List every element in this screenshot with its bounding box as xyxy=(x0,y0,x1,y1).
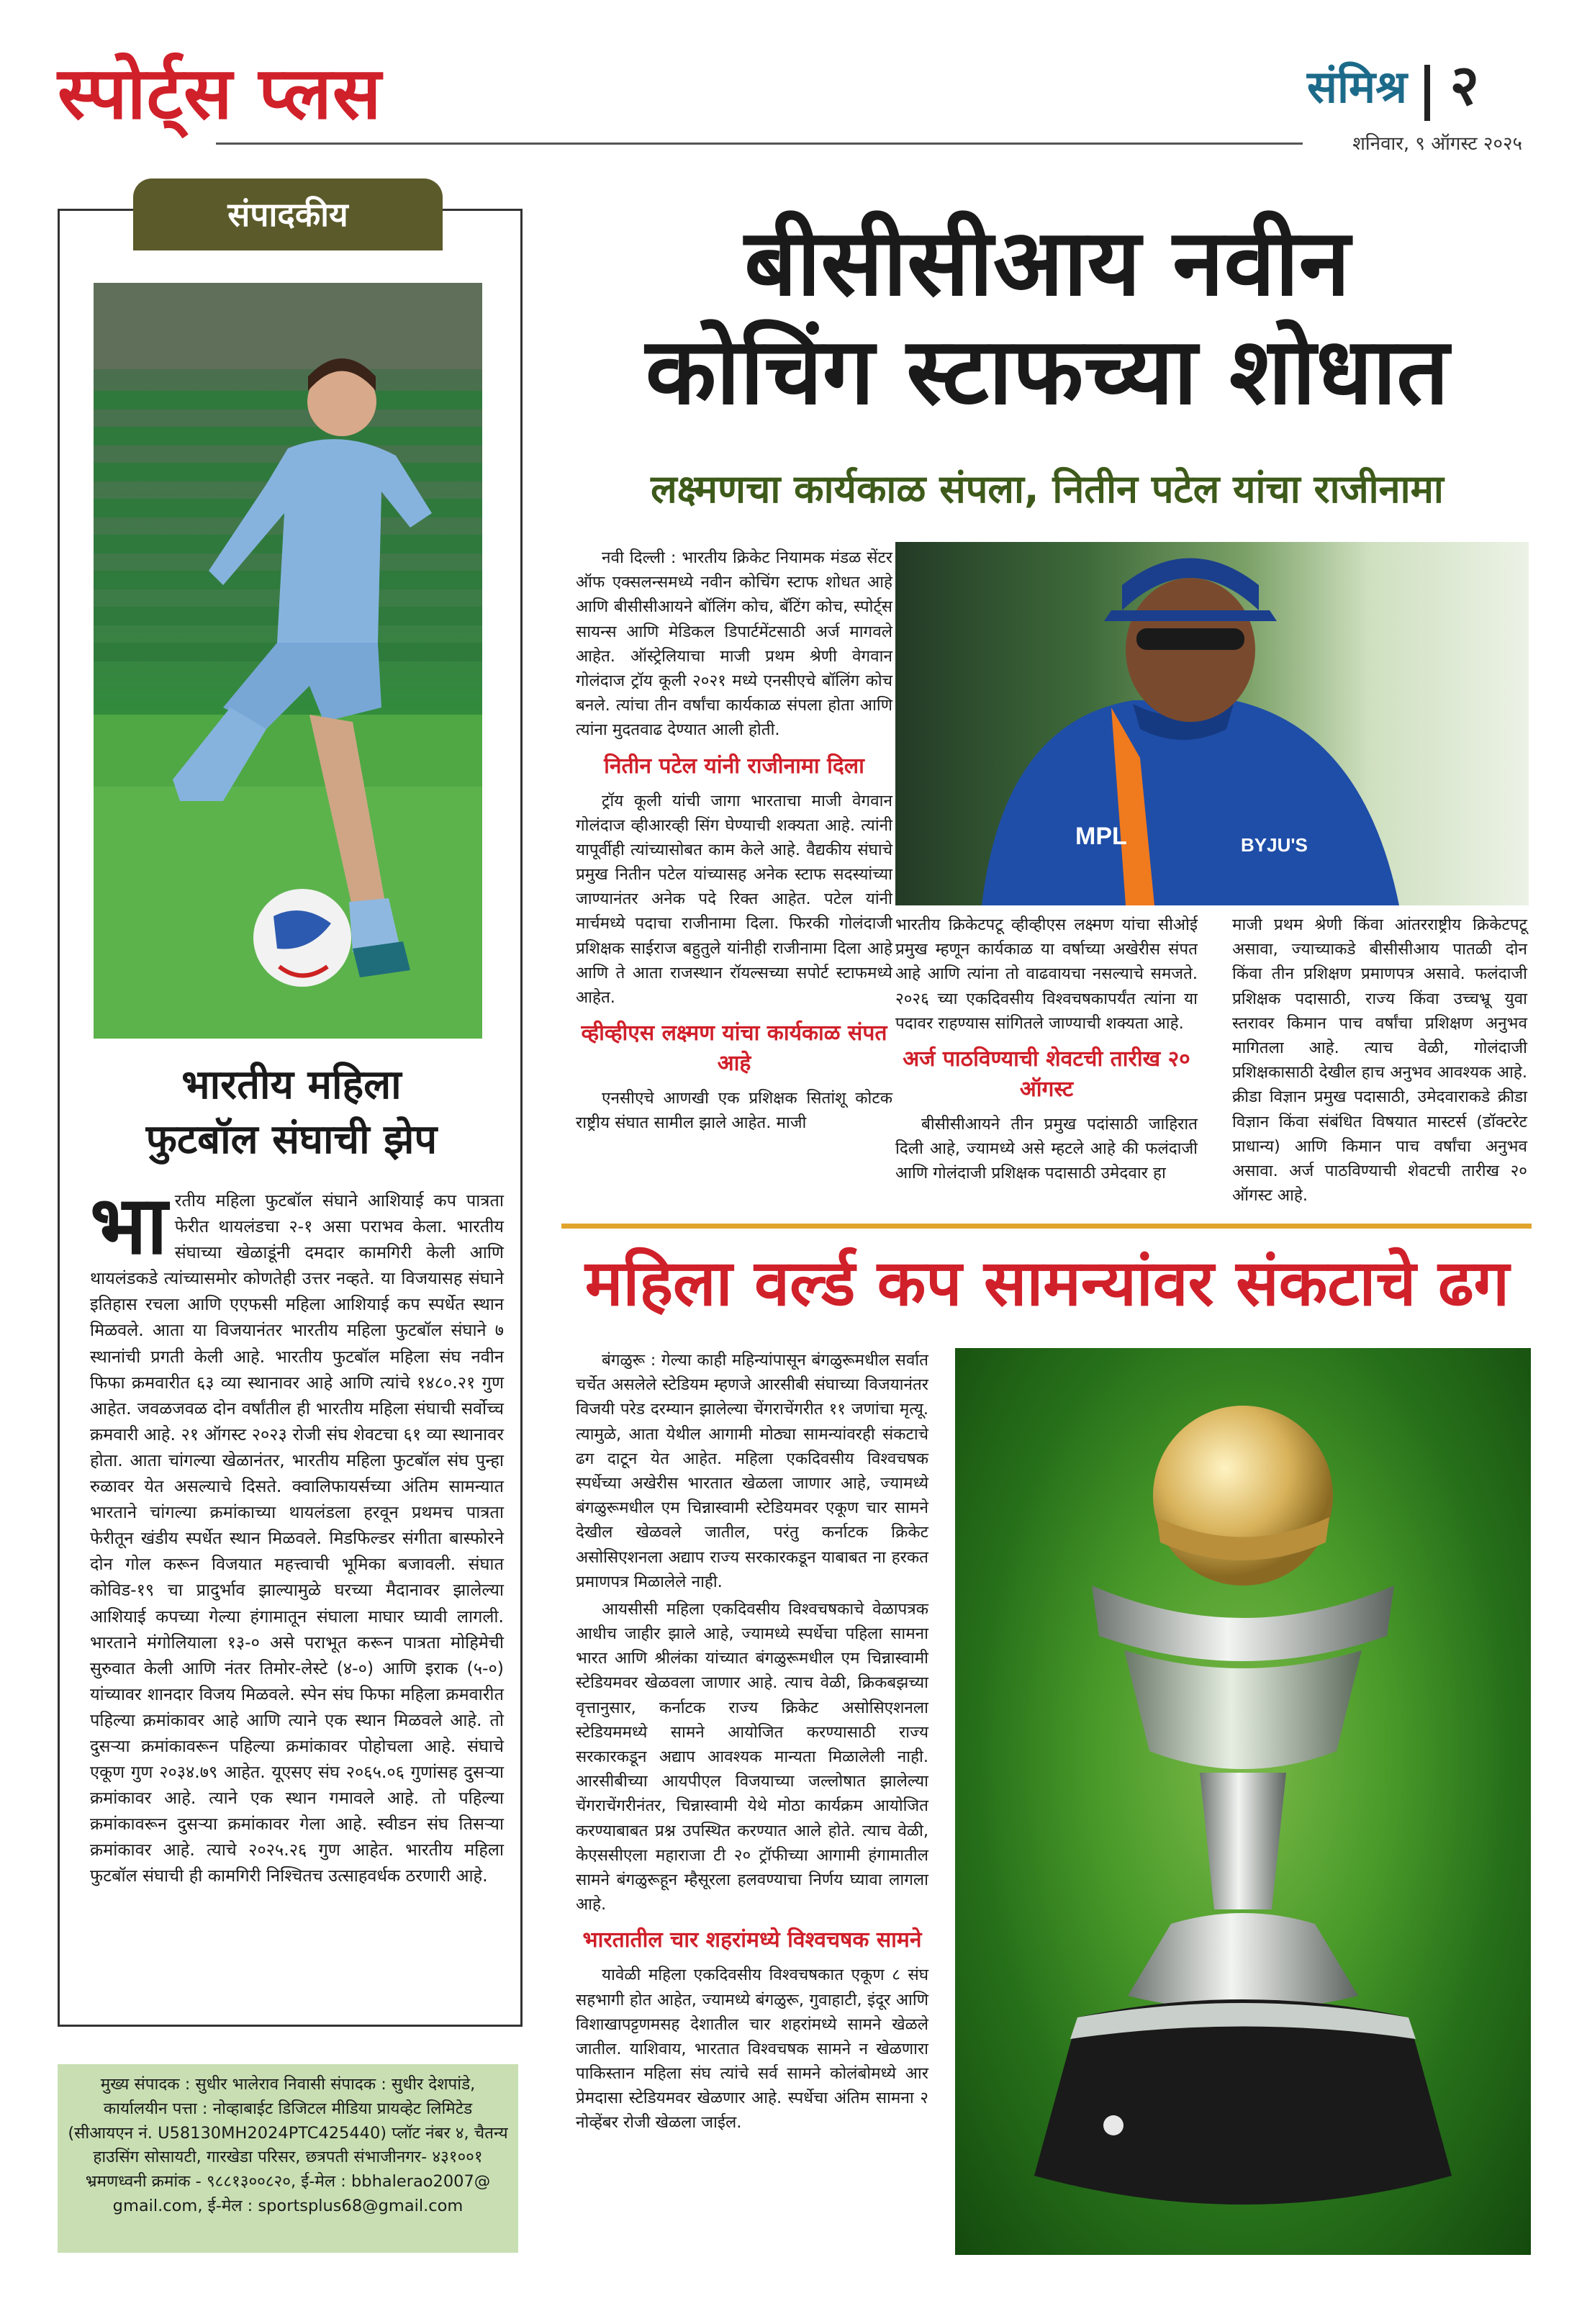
story1-headline-line2: कोचिंग स्टाफच्या शोधात xyxy=(645,318,1450,426)
imprint-line-contact: भ्रमणध्वनी क्रमांक - ९८८१३००८२०, ई-मेल : bbhalerao2007@ xyxy=(85,2172,491,2191)
editorial-body xyxy=(90,1179,504,1889)
story1-para-6: माजी प्रथम श्रेणी किंवा आंतरराष्ट्रीय क्रिकेटपटू असावा, ज्याच्याकडे बीसीसीआय पातळी दोन किंवा तीन प्रशिक्षण प्रमाणपत्र असावे. फलंदाजी प्रशिक्षक पदासाठी, राज्य किंवा उच्चभ्रू युवा स्तरावर किमान पाच वर्षांचा प्रशिक्षण अनुभव मागितला आहे. त्याच वेळी, गोलंदाजी प्रशिक्षकासाठी देखील हाच अनुभव आवश्यक आहे. क्रीडा विज्ञान प्रमुख पदासाठी, उमेदवाराकडे क्रीडा विज्ञान किंवा संबंधित विषयात मास्टर्स (डॉक्टरेट प्राधान्य) आणि किमान पाच वर्षांचा अनुभव असावा. अर्ज पाठविण्याची शेवटची तारीख २० ऑगस्ट आहे. xyxy=(1232,915,1527,1206)
imprint-text xyxy=(65,2073,511,2219)
story1-column-2 xyxy=(895,913,1198,1189)
editorial-tab: संपादकीय xyxy=(133,178,443,250)
coach-photo xyxy=(895,542,1529,905)
story1-subheadline: लक्ष्मणचा कार्यकाळ संपला, नितीन पटेल यांचा राजीनामा xyxy=(651,466,1444,512)
story2-column xyxy=(576,1348,928,2138)
footballer-illustration xyxy=(94,283,482,1039)
trophy-illustration xyxy=(955,1348,1531,2255)
story2-subhead-cities: भारतातील चार शहरांमध्ये विश्वचषक सामने xyxy=(582,1927,922,1953)
imprint-line-email: gmail.com, ई-मेल : sportsplus68@gmail.com xyxy=(112,2196,464,2215)
story1-headline xyxy=(547,209,1547,426)
story2-para-3: यावेळी महिला एकदिवसीय विश्वचषकात एकूण ८ संघ सहभागी होत आहेत, ज्यामध्ये बंगळुरू, गुवाहाटी, इंदूर आणि विशाखापट्टणमसह देशातील चार शहरांमध्ये सामने खेळले जातील. याशिवाय, भारतात विश्वचषक सामने न खेळणारा पाकिस्तान महिला संघ त्यांचे सर्व सामने कोलंबोमध्ये आर प्रेमदासा स्टेडियमवर खेळणार आहे. स्पर्धेचा अंतिम सामना २ नोव्हेंबर रोजी खेळला जाईल. xyxy=(576,1966,928,2133)
imprint-line-address-1: कार्यालयीन पत्ता : नोव्हाबाईट डिजिटल मीडिया प्रायव्हेट लिमिटेड xyxy=(103,2099,473,2118)
story2-para-1: बंगळुरू : गेल्या काही महिन्यांपासून बंगळुरूमधील सर्वात चर्चेत असलेले स्टेडियम म्हणजे आरसीबी संघाच्या विजयानंतर विजयी परेड दरम्यान झालेल्या चेंगराचेंगरीत ११ जणांचा मृत्यू. त्यामुळे, आता येथील आगामी मोठ्या सामन्यांवरही संकटाचे ढग दाटून येत आहेत. महिला एकदिवसीय विश्वचषक स्पर्धेच्या अखेरीस भारतात खेळला जाणार आहे, ज्यामध्ये बंगळुरूमधील एम चिन्नास्वामी स्टेडियमवर एकूण चार सामने देखील खेळवले जातील, परंतु कर्नाटक क्रिकेट असोसिएशनला अद्याप राज्य सरकारकडून याबाबत ना हरकत प्रमाणपत्र मिळालेले नाही. xyxy=(576,1351,928,1591)
story1-para-3: एनसीएचे आणखी एक प्रशिक्षक सितांशू कोटक राष्ट्रीय संघात सामील झाले आहेत. माजी xyxy=(576,1089,892,1133)
editorial-title-line2: फुटबॉल संघाची झेप xyxy=(145,1116,438,1163)
footballer-photo xyxy=(94,283,482,1039)
editorial-title-line1: भारतीय महिला xyxy=(181,1062,402,1108)
page-number: २ xyxy=(1450,53,1479,118)
imprint-line-editors: मुख्य संपादक : सुधीर भालेराव निवासी संपादक : सुधीर देशपांडे, xyxy=(100,2075,476,2094)
story1-column-3 xyxy=(1232,913,1527,1211)
masthead-title: स्पोर्ट्स प्लस xyxy=(58,51,382,135)
story1-para-2: ट्रॉय कूली यांची जागा भारताचा माजी वेगवान गोलंदाज व्हीआरव्ही सिंग घेण्याची शक्यता आहे. त्यांनी यापूर्वीही त्यांच्यासोबत काम केले आहे. वैद्यकीय संघाचे प्रमुख नितीन पटेल यांच्यासह अनेक स्टाफ सदस्यांच्या जाण्यानंतर अनेक पदे रिक्त आहेत. पटेल यांनी मार्चमध्ये पदाचा राजीनामा दिला. फिरकी गोलंदाजी प्रशिक्षक साईराज बहुतुले यांनीही राजीनामा दिला आहे आणि ते आता राजस्थान रॉयल्सच्या सपोर्ट स्टाफमध्ये आहेत. xyxy=(576,791,892,1007)
story1-subhead-patel: नितीन पटेल यांनी राजीनामा दिला xyxy=(604,753,864,779)
editorial-title xyxy=(79,1058,504,1167)
story1-para-5: बीसीसीआयने तीन प्रमुख पदांसाठी जाहिरात दिली आहे, ज्यामध्ये असे म्हटले आहे की फलंदाजी आणि गोलंदाजी प्रशिक्षक पदासाठी उमेदवार हा xyxy=(895,1114,1198,1183)
coach-illustration xyxy=(895,542,1529,905)
story2-headline: महिला वर्ल्ड कप सामन्यांवर संकटाचे ढग xyxy=(584,1246,1510,1320)
imprint-line-cin: (सीआयएन नं. U58130MH2024PTC425440) प्लॉट नंबर ४, चैतन्य xyxy=(68,2123,508,2143)
jersey-brand-text: MPL xyxy=(1075,823,1127,850)
imprint-line-address-2: हाउसिंग सोसायटी, गारखेडा परिसर, छत्रपती संभाजीनगर- ४३१००१ xyxy=(93,2148,483,2167)
masthead-rule xyxy=(216,143,1303,145)
story1-subhead-deadline: अर्ज पाठविण्याची शेवटची तारीख २० ऑगस्ट xyxy=(903,1046,1190,1102)
story1-para-1: नवी दिल्ली : भारतीय क्रिकेट नियामक मंडळ सेंटर ऑफ एक्सलन्समध्ये नवीन कोचिंग स्टाफ शोधत आहे आणि बीसीसीआयने बॉलिंग कोच, बॅटिंग कोच, स्पोर्ट्स सायन्स आणि मेडिकल डिपार्टमेंटसाठी अर्ज मागवले आहेत. ऑस्ट्रेलियाचा माजी प्रथम श्रेणी वेगवान गोलंदाज ट्रॉय कूली २०२१ मध्ये एनसीएचे बॉलिंग कोच बनले. त्यांचा तीन वर्षांचा कार्यकाळ संपला होता आणि त्यांना मुदतवाढ देण्यात आली होती. xyxy=(576,548,892,740)
jersey-sponsor-text: BYJU'S xyxy=(1241,834,1308,856)
story2-para-2: आयसीसी महिला एकदिवसीय विश्वचषकाचे वेळापत्रक आधीच जाहीर झाले आहे, ज्यामध्ये स्पर्धेचा पहिला सामना भारत आणि श्रीलंका यांच्यात बंगळुरूमधील एम चिन्नास्वामी स्टेडियमवर खेळवला जाणार आहे. त्याच वेळी, क्रिकबझच्या वृत्तानुसार, कर्नाटक राज्य क्रिकेट असोसिएशनला स्टेडियममध्ये सामने आयोजित करण्यासाठी राज्य सरकारकडून अद्याप आवश्यक मान्यता मिळालेली नाही. आरसीबीच्या आयपीएल विजयाच्या जल्लोषात झालेल्या चेंगराचेंगरीनंतर, चिन्नास्वामी येथे मोठा कार्यक्रम आयोजित करण्याबाबत प्रश्न उपस्थित करण्यात आले होते. त्याच वेळी, केएससीएला महाराजा टी २० ट्रॉफीच्या आगामी हंगामातील सामने बंगळुरूहून म्हैसूरला हलवण्याचा निर्णय घ्यावा लागला आहे. xyxy=(576,1599,928,1914)
story1-headline-line1: बीसीसीआय नवीन xyxy=(744,209,1350,317)
story1-column-1 xyxy=(576,546,892,1139)
drop-cap: भा xyxy=(90,1179,168,1272)
issue-date: शनिवार, ९ ऑगस्ट २०२५ xyxy=(1352,133,1522,155)
world-cup-trophy-photo xyxy=(955,1348,1531,2255)
editorial-text: रतीय महिला फुटबॉल संघाने आशियाई कप पात्रता फेरीत थायलंडचा २-१ असा पराभव केला. भारतीय संघाच्या खेळाडूंनी दमदार कामगिरी केली आणि थायलंडकडे त्यांच्यासमोर कोणतेही उत्तर नव्हते. या विजयासह संघाने इतिहास रचला आणि एएफसी महिला आशियाई कप स्पर्धेत स्थान मिळवले. आता या विजयानंतर भारतीय महिला फुटबॉल संघाने ७ स्थानांची प्रगती केली आहे. भारतीय फुटबॉल महिला संघ नवीन फिफा क्रमवारीत ६३ व्या स्थानावर आहे आणि त्यांचे १४८०.२१ गुण आहेत. जवळजवळ दोन वर्षांतील ही भारतीय महिला संघाची सर्वोच्च क्रमवारी आहे. २१ ऑगस्ट २०२३ रोजी संघ शेवटचा ६१ व्या स्थानावर होता. आता चांगल्या खेळानंतर, भारतीय महिला फुटबॉल संघ पुन्हा रुळावर येत असल्याचे दिसते. क्वालिफायर्सच्या अंतिम सामन्यात भारताने चांगल्या क्रमांकाच्या थायलंडला हरवून प्रथमच पात्रता फेरीतून खंडीय स्पर्धेत स्थान मिळवले. मिडफिल्डर संगीता बास्फोरने दोन गोल करून विजयात महत्त्वाची भूमिका बजावली. संघात कोविड-१९ चा प्रादुर्भाव झाल्यामुळे घरच्या मैदानावर झालेल्या आशियाई कपच्या गेल्या हंगामातून संघाला माघार घ्यावी लागली. भारताने मंगोलियाला १३-० असे पराभूत करून पात्रता मोहिमेची सुरुवात केली आणि नंतर तिमोर-लेस्टे (४-०) आणि इराक (५-०) यांच्यावर शानदार विजय मिळवले. स्पेन संघ फिफा महिला क्रमवारीत पहिल्या क्रमांकावर आहे आणि त्याने एक स्थान मिळवले आहे. तो दुसऱ्या क्रमांकावरून पहिल्या क्रमांकावर पोहोचला आहे. संघाचे एकूण गुण २०३४.७९ आहेत. यूएसए संघ २०६५.०६ गुणांसह दुसऱ्या क्रमांकावर आहे. त्याने एक स्थान गमावले आहे. तो पहिल्या क्रमांकावरून दुसऱ्या क्रमांकावर गेला आहे. स्वीडन संघ तिसऱ्या क्रमांकावर आहे. त्याचे २०२५.२६ गुण आहेत. भारतीय महिला फुटबॉल संघाची ही कामगिरी निश्चितच उत्साहवर्धक ठरणारी आहे. xyxy=(90,1190,504,1886)
section-name: संमिश्र xyxy=(1307,60,1407,113)
section-divider xyxy=(561,1224,1532,1229)
story1-subhead-laxman: व्हीव्हीएस लक्ष्मण यांचा कार्यकाळ संपत आहे xyxy=(581,1021,887,1077)
masthead-divider xyxy=(1424,65,1430,121)
story1-para-4: भारतीय क्रिकेटपटू व्हीव्हीएस लक्ष्मण यांचा सीओई प्रमुख म्हणून कार्यकाळ या वर्षाच्या अखेरीस संपत आहे आणि त्यांना तो वाढवायचा नसल्याचे समजते. २०२६ च्या एकदिवसीय विश्वचषकापर्यंत त्यांना या पदावर राहण्यास सांगितले जाण्याची शक्यता आहे. xyxy=(895,915,1198,1033)
